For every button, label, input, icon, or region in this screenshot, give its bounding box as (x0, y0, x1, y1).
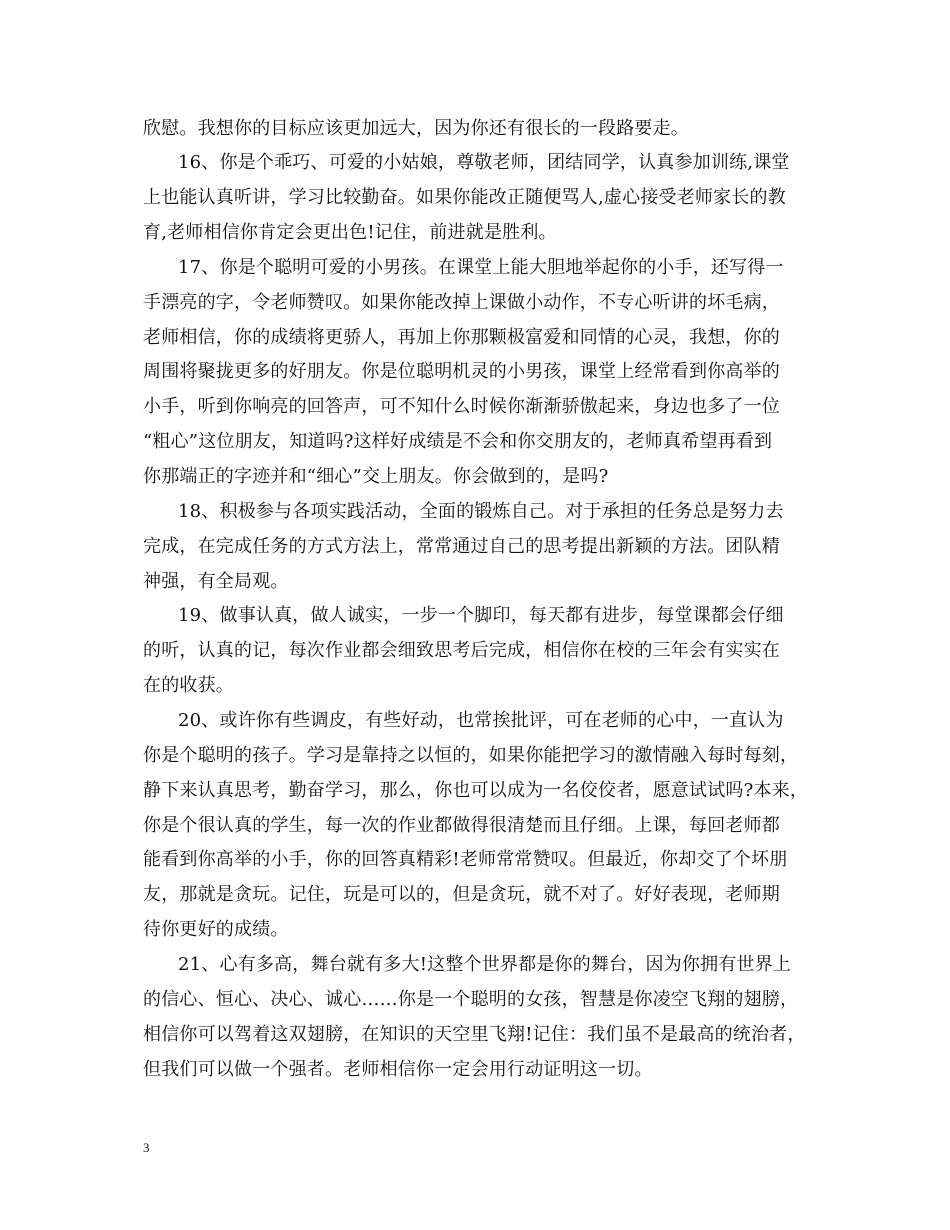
paragraph-21-line: 21、心有多高，舞台就有多大!这整个世界都是你的舞台，因为你拥有世界上 (178, 954, 792, 975)
text-line: 待你更好的成绩。 (143, 919, 289, 940)
paragraph-18-line: 18、积极参与各项实践活动，全面的锻炼自己。对于承担的任务总是努力去 (178, 501, 784, 522)
text-line: 神强，有全局观。 (143, 571, 289, 592)
text-line: “粗心”这位朋友，知道吗?这样好成绩是不会和你交朋友的，老师真希望再看到 (143, 431, 773, 452)
text-line: 在的收获。 (143, 675, 234, 696)
text-line: 完成，在完成任务的方式方法上，常常通过自己的思考提出新颖的方法。团队精 (143, 536, 780, 557)
text-line: 友，那就是贪玩。记住，玩是可以的，但是贪玩，就不对了。好好表现，老师期 (143, 884, 780, 905)
page-number: 3 (143, 1140, 150, 1155)
text-line: 育,老师相信你肯定会更出色!记住，前进就是胜利。 (143, 222, 557, 243)
text-line: 你那端正的字迹并和“细心”交上朋友。你会做到的，是吗? (143, 466, 609, 487)
paragraph-16-line: 16、你是个乖巧、可爱的小姑娘，尊敬老师，团结同学，认真参加训练,课堂 (178, 152, 790, 173)
paragraph-20-line: 20、或许你有些调皮，有些好动，也常挨批评，可在老师的心中，一直认为 (178, 710, 784, 731)
text-line: 静下来认真思考，勤奋学习，那么，你也可以成为一名佼佼者，愿意试试吗?本来， (143, 780, 809, 801)
text-line: 欣慰。我想你的目标应该更加远大，因为你还有很长的一段路要走。 (143, 118, 689, 139)
text-line: 老师相信，你的成绩将更骄人，再加上你那颗极富爱和同情的心灵，我想，你的 (143, 327, 780, 348)
text-line: 周围将聚拢更多的好朋友。你是位聪明机灵的小男孩，课堂上经常看到你高举的 (143, 361, 780, 382)
text-line: 能看到你高举的小手，你的回答真精彩!老师常常赞叹。但最近，你却交了个坏朋 (143, 849, 788, 870)
text-line: 你是个聪明的孩子。学习是靠持之以恒的，如果你能把学习的激情融入每时每刻， (143, 745, 799, 766)
text-line: 的听，认真的记，每次作业都会细致思考后完成，相信你在校的三年会有实实在 (143, 640, 780, 661)
text-line: 你是个很认真的学生，每一次的作业都做得很清楚而且仔细。上课，每回老师都 (143, 815, 780, 836)
text-line: 相信你可以驾着这双翅膀，在知识的天空里飞翔!记住：我们虽不是最高的统治者， (143, 1024, 806, 1045)
text-line: 小手，听到你响亮的回答声，可不知什么时候你渐渐骄傲起来，身边也多了一位 (143, 396, 780, 417)
text-line: 但我们可以做一个强者。老师相信你一定会用行动证明这一切。 (143, 1059, 653, 1080)
paragraph-17-line: 17、你是个聪明可爱的小男孩。在课堂上能大胆地举起你的小手，还写得一 (178, 257, 784, 278)
text-line: 的信心、恒心、决心、诚心……你是一个聪明的女孩，智慧是你凌空飞翔的翅膀， (143, 989, 799, 1010)
paragraph-19-line: 19、做事认真，做人诚实，一步一个脚印，每天都有进步，每堂课都会仔细 (178, 605, 784, 626)
text-line: 手漂亮的字，令老师赞叹。如果你能改掉上课做小动作，不专心听讲的坏毛病， (143, 292, 780, 313)
text-line: 上也能认真听讲，学习比较勤奋。如果你能改正随便骂人,虚心接受老师家长的教 (143, 187, 786, 208)
